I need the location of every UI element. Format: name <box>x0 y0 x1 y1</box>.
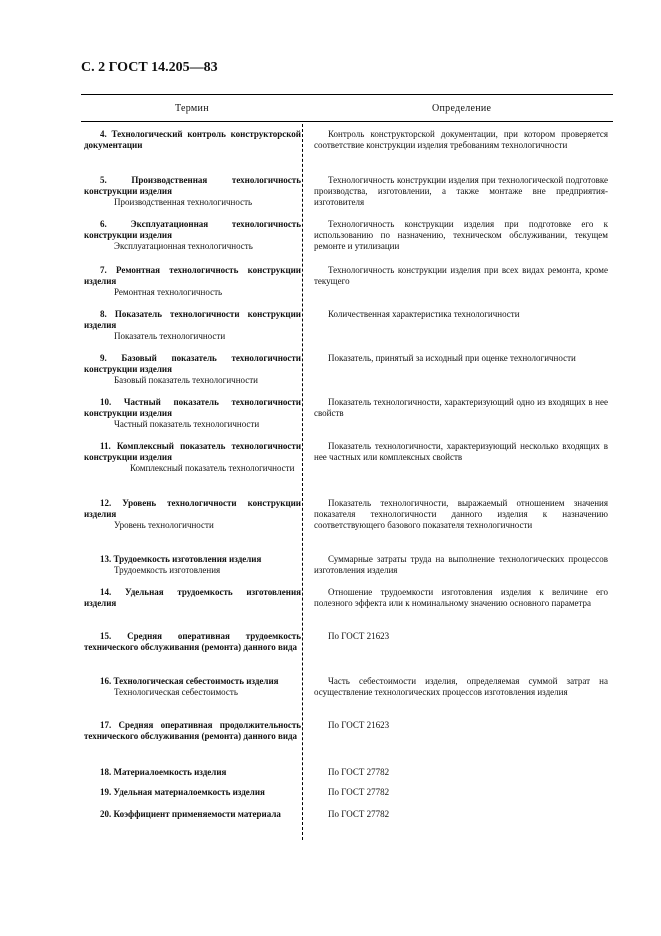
definition-cell: Технологичность конструкции изделия при технологической подготовке производства, изготовлении, а также монтаже вне предприятия-изготовителя <box>314 175 608 207</box>
term-cell <box>84 498 301 531</box>
term-title: 11. Комплексный показатель технологичности конструкции изделия <box>84 441 301 462</box>
term-title: 13. Трудоемкость изготовления изделия <box>100 554 262 564</box>
column-header-term: Термин <box>175 103 209 114</box>
term-cell <box>84 767 301 778</box>
term-title: 8. Показатель технологичности конструкции изделия <box>84 309 301 330</box>
definition-cell: Контроль конструкторской документации, при котором проверяется соответствие конструкции изделия требованиям технологичности <box>314 129 608 150</box>
definition-cell: Показатель технологичности, характеризующий одно из входящих в нее свойств <box>314 397 608 418</box>
term-synonym: Трудоемкость изготовления <box>114 565 221 575</box>
term-cell <box>84 554 301 576</box>
term-synonym: Показатель технологичности <box>114 331 226 341</box>
table-header-rule <box>81 121 613 122</box>
term-title: 16. Технологическая себестоимость изделия <box>100 676 279 686</box>
term-title: 9. Базовый показатель технологичности конструкции изделия <box>84 353 301 374</box>
term-cell <box>84 397 301 430</box>
term-cell <box>84 787 301 798</box>
definition-cell: Отношение трудоемкости изготовления изделия к величине его полезного эффекта или к номинальному значению основного параметра <box>314 587 608 608</box>
column-header-definition: Определение <box>432 103 492 114</box>
term-cell <box>84 631 301 653</box>
definition-cell: По ГОСТ 21623 <box>328 720 390 730</box>
definition-cell: По ГОСТ 27782 <box>328 809 390 819</box>
definition-cell: Количественная характеристика технологичности <box>328 309 520 319</box>
term-cell <box>84 676 301 698</box>
term-cell <box>84 720 301 742</box>
definition-cell: По ГОСТ 21623 <box>328 631 390 641</box>
term-title: 14. Удельная трудоемкость изготовления изделия <box>84 587 301 608</box>
term-title: 15. Средняя оперативная трудоемкость технического обслуживания (ремонта) данного вида <box>84 631 301 652</box>
term-cell <box>84 441 301 474</box>
term-title: 17. Средняя оперативная продолжительность технического обслуживания (ремонта) данного вида <box>84 720 301 741</box>
term-cell <box>84 175 301 208</box>
definition-cell: Показатель технологичности, характеризующий несколько входящих в нее частных или комплексных свойств <box>314 441 608 462</box>
term-title: 6. Эксплуатационная технологичность конструкции изделия <box>84 219 301 240</box>
page-header: С. 2 ГОСТ 14.205—83 <box>81 60 218 75</box>
definition-cell: По ГОСТ 27782 <box>328 787 390 797</box>
term-synonym: Технологическая себестоимость <box>114 687 238 697</box>
definition-cell: Часть себестоимости изделия, определяемая суммой затрат на осуществление технологических процессов изготовления изделия <box>314 676 608 697</box>
term-cell <box>84 353 301 386</box>
term-synonym: Эксплуатационная технологичность <box>114 241 253 251</box>
definition-cell: Показатель, принятый за исходный при оценке технологичности <box>328 353 576 363</box>
definition-cell: Показатель технологичности, выражаемый отношением значения показателя технологичности данного изделия к назначению соответствующего базового показателя технологичности <box>314 498 608 530</box>
term-cell <box>84 587 301 609</box>
term-synonym: Уровень технологичности <box>114 520 214 530</box>
definition-cell: Суммарные затраты труда на выполнение технологических процессов изготовления изделия <box>314 554 608 575</box>
term-title: 7. Ремонтная технологичность конструкции изделия <box>84 265 301 286</box>
term-title: 20. Коэффициент применяемости материала <box>100 809 281 819</box>
term-synonym: Базовый показатель технологичности <box>114 375 258 385</box>
definition-cell: Технологичность конструкции изделия при подготовке его к использованию по назначению, техническом обслуживании, текущем ремонте и утилизации <box>314 219 608 251</box>
term-cell <box>84 309 301 342</box>
term-cell <box>84 265 301 298</box>
column-divider <box>302 124 303 840</box>
term-title: 10. Частный показатель технологичности конструкции изделия <box>84 397 301 418</box>
term-title: 19. Удельная материалоемкость изделия <box>100 787 265 797</box>
term-title: 12. Уровень технологичности конструкции изделия <box>84 498 301 519</box>
term-cell <box>84 809 301 820</box>
term-title: 18. Материалоемкость изделия <box>100 767 227 777</box>
term-title: 5. Производственная технологичность конструкции изделия <box>84 175 301 196</box>
term-synonym: Производственная технологичность <box>114 197 253 207</box>
term-synonym: Частный показатель технологичности <box>114 419 260 429</box>
term-cell <box>84 129 301 151</box>
term-synonym: Комплексный показатель технологичности <box>130 463 295 473</box>
term-cell <box>84 219 301 252</box>
term-title: 4. Технологический контроль конструкторской документации <box>84 129 301 150</box>
definition-cell: Технологичность конструкции изделия при всех видах ремонта, кроме текущего <box>314 265 608 286</box>
definition-cell: По ГОСТ 27782 <box>328 767 390 777</box>
table-top-rule <box>81 94 613 95</box>
term-synonym: Ремонтная технологичность <box>114 287 223 297</box>
